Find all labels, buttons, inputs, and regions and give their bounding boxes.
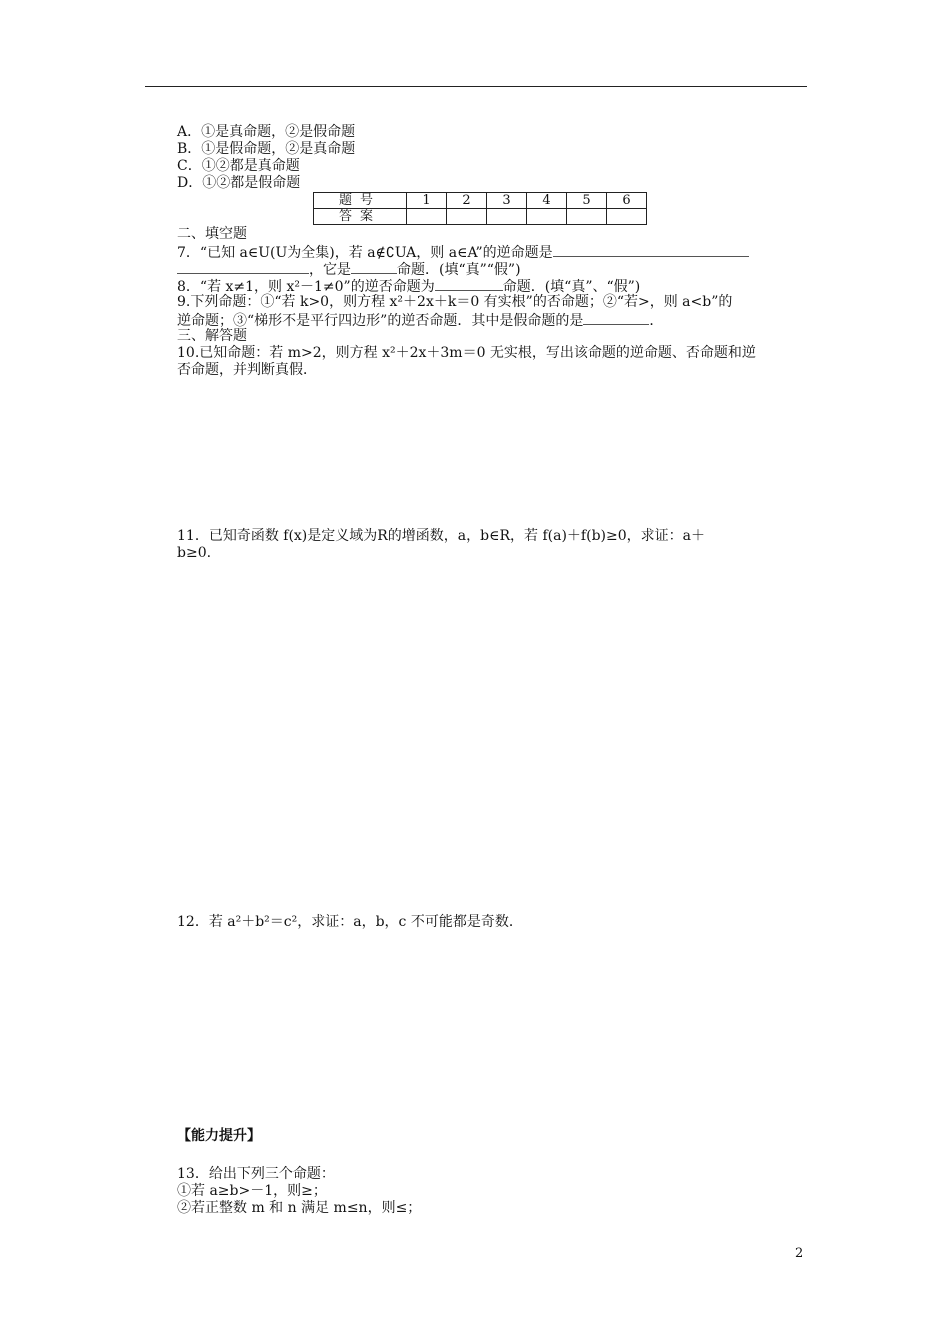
answer-cell[interactable] — [487, 209, 527, 225]
header-rule — [145, 86, 807, 87]
answer-cell[interactable] — [527, 209, 567, 225]
row-label-answer: 答案 — [314, 209, 407, 225]
answer-cell[interactable] — [407, 209, 447, 225]
ability-section-title: 【能力提升】 — [177, 1128, 261, 1144]
choice-c: C．①②都是真命题 — [177, 158, 300, 174]
table-row — [314, 209, 647, 225]
section-title-solve: 三、解答题 — [177, 328, 247, 344]
question-12: 12．若 a²＋b²＝c²，求证：a，b，c 不可能都是奇数． — [177, 914, 523, 930]
question-9-text: 逆命题；③“梯形不是平行四边形”的逆否命题．其中是假命题的是 — [177, 313, 584, 329]
question-9-text-2: ． — [649, 313, 664, 329]
question-7-text-3: 命题．(填“真”“假”) — [397, 262, 521, 278]
question-8-text: 8．“若 x≠1，则 x²－1≠0”的逆否命题为 — [177, 279, 435, 295]
table-row — [314, 193, 647, 209]
question-13-line1: 13．给出下列三个命题： — [177, 1166, 335, 1182]
q7-answer-blank-2[interactable] — [177, 260, 309, 274]
q7-answer-blank-1[interactable] — [553, 243, 749, 257]
page-number: 2 — [795, 1246, 804, 1261]
q7-answer-blank-3[interactable] — [351, 260, 397, 274]
question-8-text-2: 命题．(填“真”、“假”) — [502, 279, 641, 295]
question-13-line2: ①若 a≥b>－1，则≥； — [177, 1183, 327, 1199]
question-number-cell: 3 — [487, 193, 527, 209]
answer-cell[interactable] — [567, 209, 607, 225]
question-9-line2 — [177, 311, 663, 330]
question-number-cell: 5 — [567, 193, 607, 209]
question-9-line1: 9.下列命题：①“若 k>0，则方程 x²＋2x＋k＝0 有实根”的否命题；②“若>，则 a<b”的 — [177, 294, 733, 310]
question-7-text-2: ，它是 — [309, 262, 351, 278]
answer-table — [313, 192, 647, 225]
question-number-cell: 6 — [607, 193, 647, 209]
question-13-line3: ②若正整数 m 和 n 满足 m≤n，则≤； — [177, 1200, 422, 1216]
choice-d: D．①②都是假命题 — [177, 175, 301, 191]
answer-cell[interactable] — [607, 209, 647, 225]
question-10-line2: 否命题，并判断真假． — [177, 362, 317, 378]
row-label-number: 题号 — [314, 193, 407, 209]
choice-b: B．①是假命题，②是真命题 — [177, 141, 356, 157]
section-title-fill-in: 二、填空题 — [177, 226, 247, 242]
question-11-line1: 11．已知奇函数 f(x)是定义域为R的增函数，a，b∈R，若 f(a)＋f(b)≥0，求证：a＋ — [177, 528, 705, 544]
answer-cell[interactable] — [447, 209, 487, 225]
question-11-line2: b≥0. — [177, 545, 212, 561]
q8-answer-blank[interactable] — [435, 277, 503, 291]
question-number-cell: 2 — [447, 193, 487, 209]
q9-answer-blank[interactable] — [583, 311, 649, 325]
question-number-cell: 1 — [407, 193, 447, 209]
question-7-text: 7．“已知 a∈U(U为全集)，若 a∉∁UA，则 a∈A”的逆命题是 — [177, 245, 553, 261]
choice-a: A．①是真命题，②是假命题 — [177, 124, 356, 140]
question-10-line1: 10.已知命题：若 m>2，则方程 x²＋2x＋3m＝0 无实根，写出该命题的逆命题、否命题和逆 — [177, 345, 756, 361]
question-number-cell: 4 — [527, 193, 567, 209]
